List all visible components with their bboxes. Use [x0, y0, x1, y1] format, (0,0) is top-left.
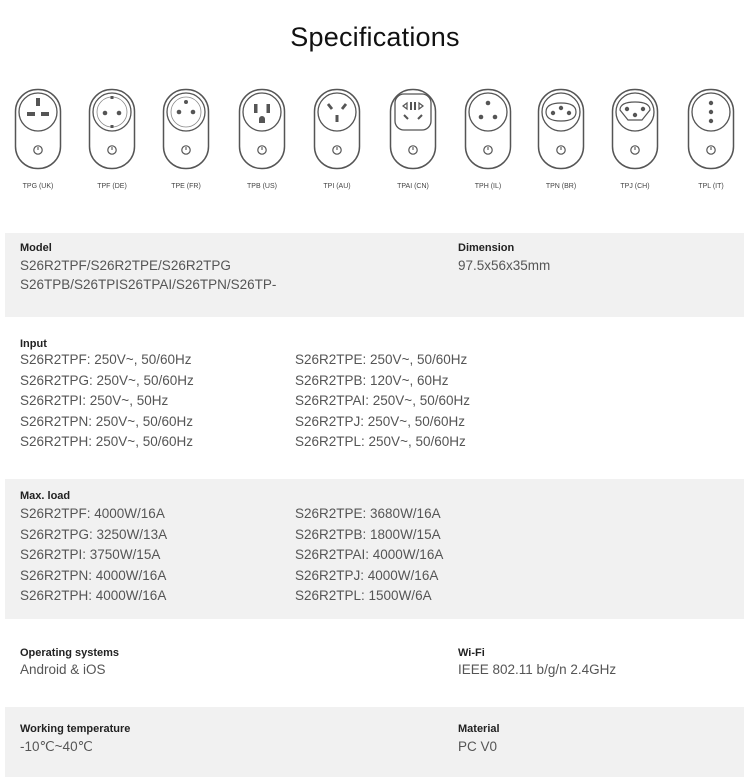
plug-label: TPAI (CN) — [397, 183, 429, 190]
maxload-item: S26R2TPN: 4000W/16A — [20, 567, 167, 583]
input-label: Input — [20, 338, 47, 350]
plug-tpj-ch — [605, 88, 665, 190]
material-value: PC V0 — [458, 739, 498, 754]
input-left-column — [20, 350, 194, 453]
plug-label: TPI (AU) — [323, 183, 351, 190]
input-item: S26R2TPI: 250V~, 50Hz — [20, 393, 169, 408]
uk-socket-icon — [14, 88, 62, 170]
plug-tpl-it — [681, 88, 741, 190]
model-label: Model — [20, 242, 52, 254]
plug-label: TPN (BR) — [545, 183, 577, 190]
dimension-label: Dimension — [458, 242, 515, 254]
plug-tpf-de — [82, 88, 142, 190]
input-item: S26R2TPG: 250V~, 50/60Hz — [20, 372, 194, 388]
maxload-label: Max. load — [20, 490, 71, 502]
maxload-item: S26R2TPAI: 4000W/16A — [295, 547, 444, 562]
spec-row-os-wifi — [5, 636, 744, 696]
maxload-item: S26R2TPI: 3750W/15A — [20, 547, 161, 562]
input-item: S26R2TPB: 120V~, 60Hz — [295, 372, 449, 388]
plug-label: TPJ (CH) — [620, 183, 650, 190]
model-line: S26R2TPF/S26R2TPE/S26R2TPG — [20, 258, 231, 273]
il-socket-icon — [464, 88, 512, 170]
spec-row-input — [5, 330, 744, 470]
au-socket-icon — [313, 88, 361, 170]
input-item: S26R2TPE: 250V~, 50/60Hz — [295, 352, 468, 367]
maxload-right-column — [295, 504, 443, 607]
plug-label: TPB (US) — [247, 183, 277, 190]
material-label: Material — [458, 723, 500, 735]
dimension-value: 97.5x56x35mm — [458, 258, 551, 273]
spec-row-temp-material — [5, 707, 744, 777]
input-item: S26R2TPL: 250V~, 50/60Hz — [295, 434, 466, 449]
maxload-item: S26R2TPE: 3680W/16A — [295, 506, 441, 521]
maxload-item: S26R2TPJ: 4000W/16A — [295, 567, 439, 583]
plug-type-row — [0, 88, 750, 196]
os-value: Android & iOS — [20, 662, 106, 677]
model-line: S26TPB/S26TPIS26TPAI/S26TPN/S26TP- — [20, 277, 277, 292]
maxload-item: S26R2TPG: 3250W/13A — [20, 526, 168, 542]
plug-label: TPE (FR) — [171, 183, 201, 190]
br-socket-icon — [537, 88, 585, 170]
spec-row-model — [5, 233, 744, 317]
spec-row-maxload — [5, 479, 744, 619]
plug-label: TPL (IT) — [698, 183, 724, 190]
plug-tpai-cn — [383, 88, 443, 190]
input-item: S26R2TPF: 250V~, 50/60Hz — [20, 352, 192, 367]
plug-tpe-fr — [156, 88, 216, 190]
plug-label: TPH (IL) — [474, 183, 502, 190]
temp-value: -10℃~40℃ — [20, 739, 93, 754]
cn-socket-icon — [389, 88, 437, 170]
input-item: S26R2TPH: 250V~, 50/60Hz — [20, 434, 193, 449]
os-label: Operating systems — [20, 647, 120, 659]
page-title: Specifications — [290, 22, 460, 52]
maxload-item: S26R2TPB: 1800W/15A — [295, 526, 441, 542]
plug-label: TPG (UK) — [22, 183, 54, 190]
ch-socket-icon — [611, 88, 659, 170]
maxload-left-column — [20, 504, 167, 607]
input-item: S26R2TPN: 250V~, 50/60Hz — [20, 413, 193, 429]
plug-label: TPF (DE) — [97, 183, 127, 190]
it-socket-icon — [687, 88, 735, 170]
plug-tpi-au — [307, 88, 367, 190]
maxload-item: S26R2TPF: 4000W/16A — [20, 506, 165, 521]
us-socket-icon — [238, 88, 286, 170]
plug-tph-il — [458, 88, 518, 190]
input-right-column — [295, 350, 470, 453]
plug-tpg-uk — [8, 88, 68, 190]
wifi-label: Wi-Fi — [458, 647, 485, 659]
plug-tpb-us — [232, 88, 292, 190]
wifi-value: IEEE 802.11 b/g/n 2.4GHz — [458, 662, 617, 677]
de-socket-icon — [88, 88, 136, 170]
maxload-item: S26R2TPL: 1500W/6A — [295, 588, 432, 603]
plug-tpn-br — [531, 88, 591, 190]
maxload-item: S26R2TPH: 4000W/16A — [20, 588, 167, 603]
input-item: S26R2TPJ: 250V~, 50/60Hz — [295, 413, 465, 429]
fr-socket-icon — [162, 88, 210, 170]
temp-label: Working temperature — [20, 723, 131, 735]
input-item: S26R2TPAI: 250V~, 50/60Hz — [295, 393, 470, 408]
